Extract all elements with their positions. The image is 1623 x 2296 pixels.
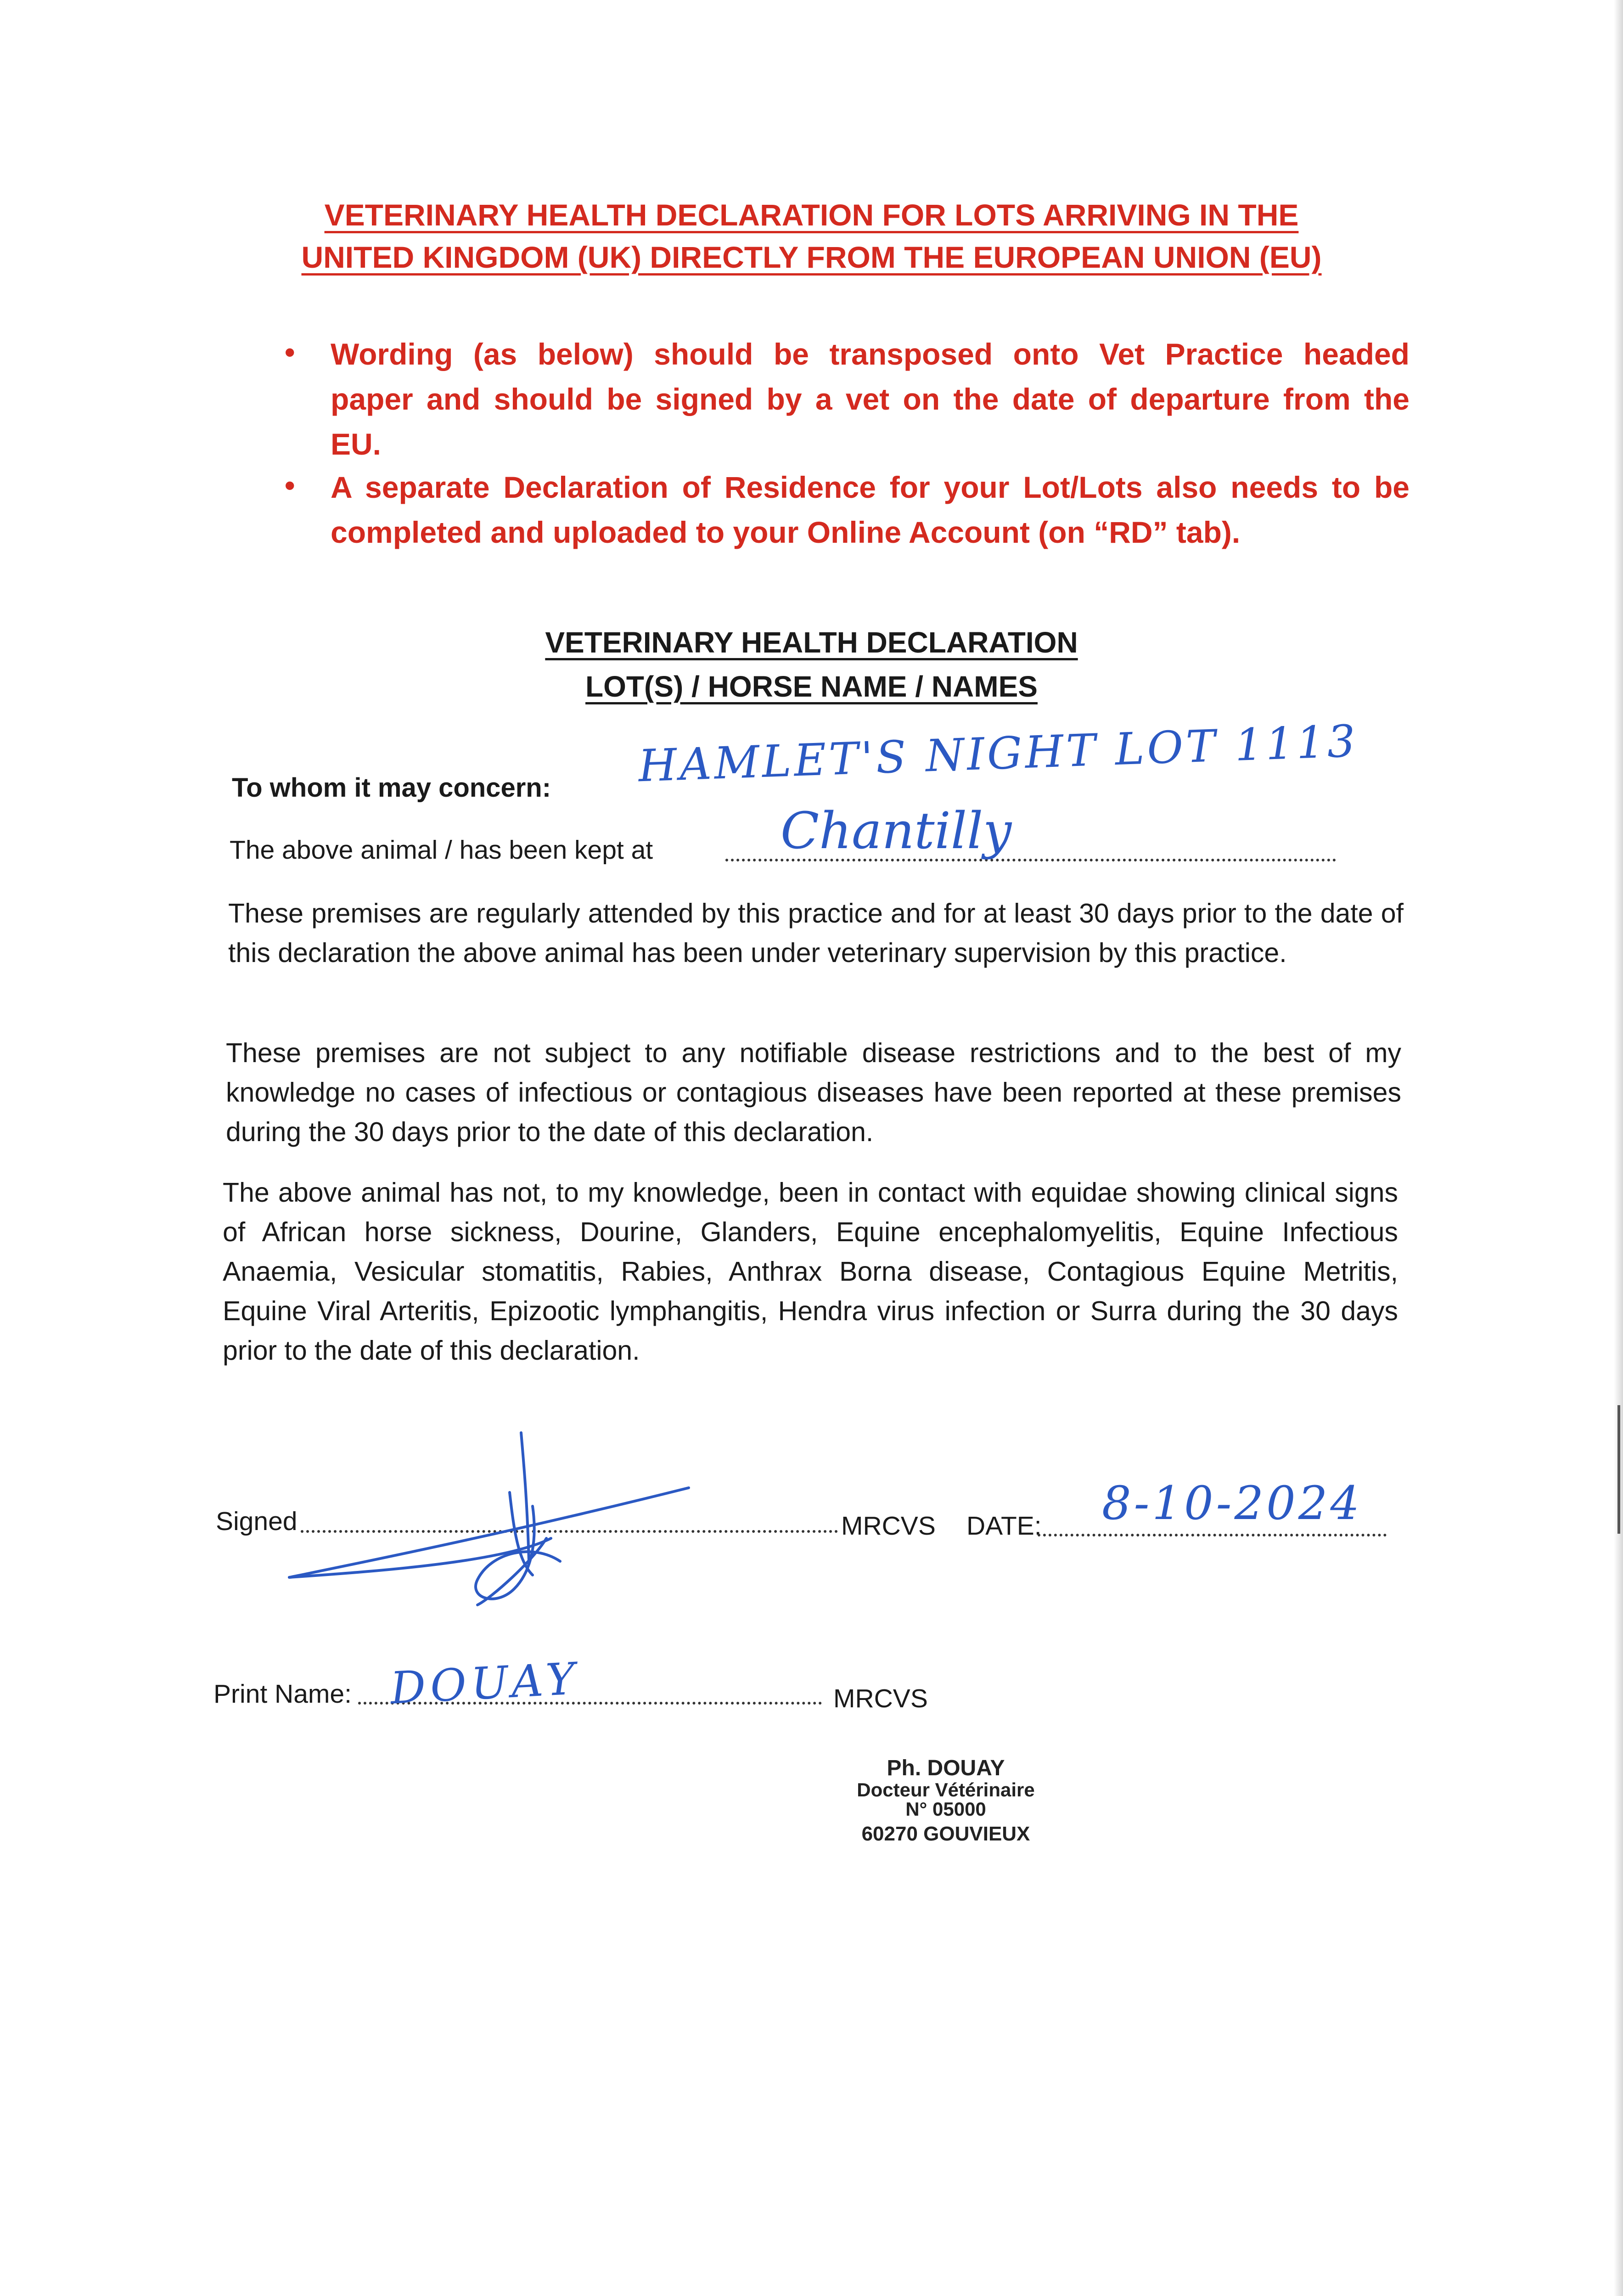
signature-stroke-loop xyxy=(476,1506,560,1599)
print-name-label: Print Name: xyxy=(213,1679,352,1709)
bullet-2 xyxy=(331,465,1410,555)
signature-scribble xyxy=(275,1424,735,1630)
paragraph-supervision: These premises are regularly attended by this practice and for at least 30 days prior to the date of this declaration the above animal has been under veterinary supervision by this practice. xyxy=(228,898,1404,968)
bullet-2-line-1: A separate Declaration of Residence for your Lot/Lots also needs to be xyxy=(331,470,1410,504)
signature-stroke-tail xyxy=(477,1538,546,1605)
header-line-1: VETERINARY HEALTH DECLARATION FOR LOTS ARRIVING IN THE xyxy=(324,198,1299,232)
declaration-title: VETERINARY HEALTH DECLARATION xyxy=(545,626,1078,659)
mrcvs-label-2: MRCVS xyxy=(833,1684,928,1713)
print-name-handwritten: DOUAY xyxy=(389,1653,581,1714)
kept-at-label: The above animal / has been kept at xyxy=(230,835,653,865)
header-line-2: UNITED KINGDOM (UK) DIRECTLY FROM THE EUROPEAN UNION (EU) xyxy=(301,240,1322,274)
kept-at-handwritten: Chantilly xyxy=(781,801,1012,860)
scan-edge-mark xyxy=(1617,1405,1620,1534)
stamp-address: 60270 GOUVIEUX xyxy=(861,1823,1030,1845)
signature-stroke-lower xyxy=(289,1538,551,1577)
paragraph-restrictions: These premises are not subject to any notifiable disease restrictions and to the best of my knowledge no cases of infectious or contagious diseases have been reported at these premises during the 30 days prior to the date of this declaration. xyxy=(226,1038,1401,1147)
declaration-subtitle: LOT(S) / HORSE NAME / NAMES xyxy=(585,670,1038,703)
vet-stamp xyxy=(817,1756,1074,1846)
bullet-1 xyxy=(331,332,1410,467)
signature-stroke-vertical xyxy=(521,1433,529,1561)
horse-name-handwritten: HAMLET'S NIGHT LOT 1113 xyxy=(637,715,1359,792)
bullet-1-line-2: paper and should be signed by a vet on the date of departure from the xyxy=(331,382,1410,416)
date-handwritten: 8-10-2024 xyxy=(1102,1476,1362,1530)
stamp-name: Ph. DOUAY xyxy=(887,1756,1005,1780)
date-label: DATE: xyxy=(966,1511,1042,1541)
mrcvs-label-1: MRCVS xyxy=(841,1511,936,1541)
bullet-1-line-3: EU. xyxy=(331,427,382,461)
to-whom-label: To whom it may concern: xyxy=(232,773,551,803)
bullet-1-line-1: Wording (as below) should be transposed onto Vet Practice headed xyxy=(331,337,1410,371)
bullet-2-line-2: completed and uploaded to your Online Account (on “RD” tab). xyxy=(331,515,1241,549)
date-dotted-line xyxy=(1038,1529,1387,1536)
paragraph-diseases: The above animal has not, to my knowledge, been in contact with equidae showing clinical signs of African horse sickness, Dourine, Glanders, Equine encephalomyelitis, Equine Infectious Anaemia, Vesicular stomatitis, Rabies, Anthrax Borna disease, Contagious Equine Metritis, Equine Viral Arteritis, Epizootic lymphangitis, Hendra virus infection or Surra during the 30 days prior to the date of this declaration. xyxy=(223,1177,1398,1366)
signed-label: Signed xyxy=(216,1507,298,1536)
stamp-title: Docteur Vétérinaire xyxy=(857,1779,1035,1801)
bullet-dot-2: • xyxy=(285,469,295,502)
scan-edge-shadow xyxy=(1614,0,1623,2296)
bullet-dot-1: • xyxy=(285,336,295,369)
stamp-number: N° 05000 xyxy=(905,1798,986,1820)
